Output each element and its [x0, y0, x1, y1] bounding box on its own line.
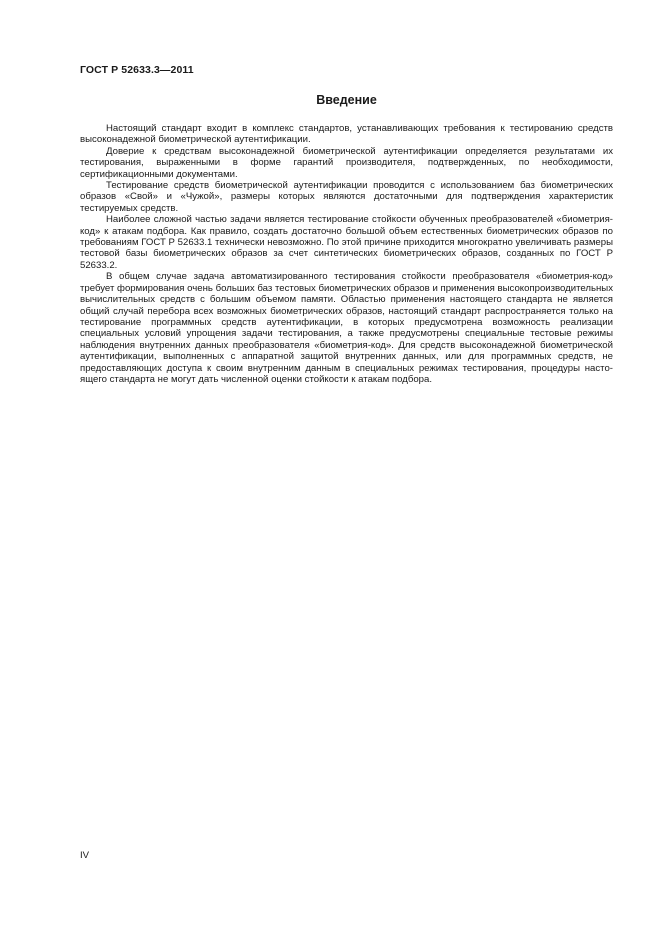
- paragraph-3: Тестирование средств биометрической аутентификации проводится с использованием баз биометрических образов «Свой» и «Чужой», размеры которых являются достаточными для подтверждения характеристик тестируемых средств.: [80, 180, 613, 214]
- section-title: Введение: [316, 93, 377, 107]
- document-header: ГОСТ Р 52633.3—2011: [80, 64, 194, 76]
- paragraph-5: В общем случае задача автоматизированного тестирования стойкости преобразователя «биометрия-код» требует формирования очень больших баз тестовых биометрических образов и применения высокопроизводительных вычислительных средств с большим объемом памяти. Областью применения настоящего стандарта не является общий случай перебора всех возможных биометрических образов, настоящий стандарт распространяется только на тестирование программных средств аутентификации, в которых предусмотрена возможность реализации специальных условий упрощения задачи тестирования, а также предусмотрены специальные тестовые режимы наблюдения внутренних данных преобразователя «биометрия-код». Для средств высоконадежной биометрической аутентификации, выполненных с аппаратной защитой внутренних данных, или для программных средств, не предоставляющих доступа к своим внутренним данным в специальных режимах тестирования, процедуры настоящего стандарта не могут дать численной оценки стойкости к атакам подбора.: [80, 271, 613, 385]
- paragraph-2: Доверие к средствам высоконадежной биометрической аутентификации определяется результатами их тестирования, выраженными в форме гарантий производителя, подтвержденных, по необходимости, сертификационными документами.: [80, 145, 613, 180]
- paragraph-1: Настоящий стандарт входит в комплекс стандартов, устанавливающих требования к тестированию средств высоконадежной биометрической аутентификации.: [80, 123, 613, 146]
- paragraph-4: Наиболее сложной частью задачи является тестирование стойкости обученных преобразователей «биометрия-код» к атакам подбора. Как правило, создать достаточно большой объем естественных биометрических образов по требованиям ГОСТ Р 52633.1 технически невозможно. По этой причине приходится многократно увеличивать размеры тестовой базы биометрических образов за счет синтетических биометрических образов, созданных по ГОСТ Р 52633.2.: [80, 214, 613, 271]
- page-number: IV: [80, 850, 90, 861]
- body-text: [80, 123, 613, 385]
